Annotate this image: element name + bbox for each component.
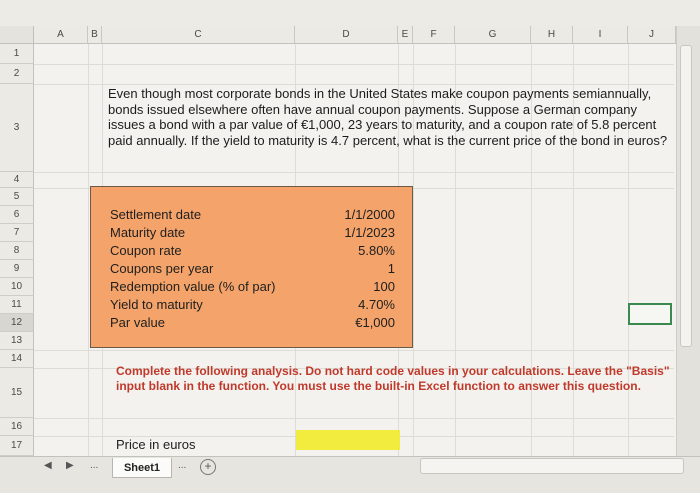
row-header-8[interactable]: 8 — [0, 242, 34, 260]
column-header-i[interactable]: I — [573, 26, 628, 44]
input-value-par-value[interactable]: €1,000 — [355, 315, 395, 330]
prev-sheet-icon[interactable]: ◀ — [44, 460, 52, 471]
input-value-settlement-date[interactable]: 1/1/2000 — [344, 207, 395, 222]
gridline — [34, 418, 674, 419]
input-label-coupons-per-year[interactable]: Coupons per year — [110, 261, 214, 276]
row-header-4[interactable]: 4 — [0, 172, 34, 188]
row-header-3[interactable]: 3 — [0, 84, 34, 172]
row-header-6[interactable]: 6 — [0, 206, 34, 224]
select-all-corner[interactable] — [0, 26, 34, 44]
column-header-j[interactable]: J — [628, 26, 676, 44]
row-header-7[interactable]: 7 — [0, 224, 34, 242]
column-header-f[interactable]: F — [413, 26, 455, 44]
formula-bar-area — [0, 0, 700, 27]
price-label[interactable]: Price in euros — [116, 437, 196, 452]
column-header-c[interactable]: C — [102, 26, 295, 44]
row-header-12[interactable]: 12 — [0, 314, 34, 332]
more-sheets-left-icon[interactable]: ... — [90, 460, 99, 471]
column-header-g[interactable]: G — [455, 26, 531, 44]
row-header-2[interactable]: 2 — [0, 64, 34, 84]
row-header-17[interactable]: 17 — [0, 436, 34, 456]
gridline — [34, 172, 674, 173]
row-header-15[interactable]: 15 — [0, 368, 34, 418]
price-answer-cell[interactable] — [296, 430, 400, 450]
vertical-scroll-thumb[interactable] — [680, 45, 692, 347]
row-header-5[interactable]: 5 — [0, 188, 34, 206]
column-header-d[interactable]: D — [295, 26, 398, 44]
input-label-par-value[interactable]: Par value — [110, 315, 165, 330]
column-header-e[interactable]: E — [398, 26, 413, 44]
input-value-maturity-date[interactable]: 1/1/2023 — [344, 225, 395, 240]
input-value-yield-to-maturity[interactable]: 4.70% — [358, 297, 395, 312]
column-header-b[interactable]: B — [88, 26, 102, 44]
more-sheets-right-icon[interactable]: ... — [178, 460, 187, 471]
question-text[interactable]: Even though most corporate bonds in the United States make coupon payments semiannually, bonds issued elsewhere often have annual coupon payments. Suppose a German company issues a bond with a par value of €1,000, 23 years to maturity, and a coupon rate of 5.8 percent paid annually. If the yield to maturity is 4.7 percent, what is the current price of the bond in euros? — [108, 86, 668, 148]
input-label-settlement-date[interactable]: Settlement date — [110, 207, 202, 222]
row-header-10[interactable]: 10 — [0, 278, 34, 296]
active-cell[interactable] — [628, 303, 672, 325]
instruction-text[interactable]: Complete the following analysis. Do not hard code values in your calculations. Leave the "Basis" input blank in the function. You must use the built-in Excel function to answer this question. — [116, 364, 670, 393]
input-label-yield-to-maturity[interactable]: Yield to maturity — [110, 297, 203, 312]
horizontal-scrollbar[interactable] — [420, 458, 684, 474]
next-sheet-icon[interactable]: ▶ — [66, 460, 74, 471]
gridline — [34, 84, 674, 85]
row-header-1[interactable]: 1 — [0, 44, 34, 64]
input-label-maturity-date[interactable]: Maturity date — [110, 225, 186, 240]
row-header-13[interactable]: 13 — [0, 332, 34, 350]
input-value-redemption-value[interactable]: 100 — [373, 279, 395, 294]
row-header-9[interactable]: 9 — [0, 260, 34, 278]
gridline — [34, 64, 674, 65]
gridline — [88, 44, 89, 456]
input-value-coupons-per-year[interactable]: 1 — [387, 261, 395, 276]
input-value-coupon-rate[interactable]: 5.80% — [358, 243, 395, 258]
sheet-tab-sheet1[interactable]: Sheet1 — [112, 458, 172, 478]
row-header-16[interactable]: 16 — [0, 418, 34, 436]
gridline — [34, 350, 674, 351]
input-label-redemption-value[interactable]: Redemption value (% of par) — [110, 279, 276, 294]
row-header-11[interactable]: 11 — [0, 296, 34, 314]
add-sheet-icon[interactable]: + — [200, 459, 216, 475]
input-label-coupon-rate[interactable]: Coupon rate — [110, 243, 182, 258]
column-header-h[interactable]: H — [531, 26, 573, 44]
row-header-14[interactable]: 14 — [0, 350, 34, 368]
column-header-a[interactable]: A — [34, 26, 88, 44]
